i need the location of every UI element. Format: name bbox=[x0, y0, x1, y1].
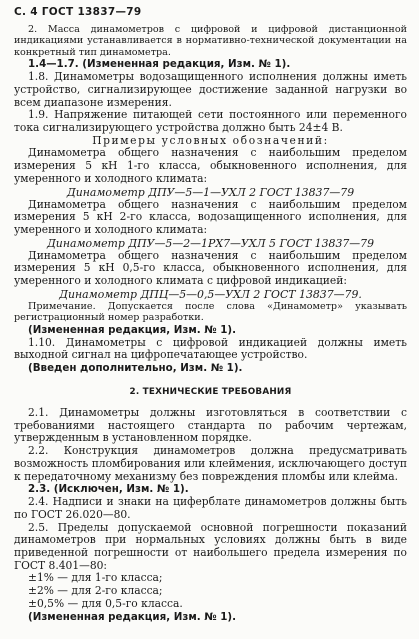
clause-2-3: 2.3. (Исключен, Изм. № 1). bbox=[28, 483, 189, 496]
page-header: С. 4 ГОСТ 13837—79 bbox=[14, 6, 142, 18]
list-item: ±2% — для 2-го класса; bbox=[28, 584, 163, 598]
examples-title: Примеры условных обозначений: bbox=[92, 133, 329, 147]
clause-1-8: 1.8. Динамометры водозащищенного исполнения должны иметь устройство, сигнализирующее достижение заданной нагрузки во всем диапазоне измерения. bbox=[14, 70, 407, 109]
amendment-note-2: (Измененная редакция, Изм. № 1). bbox=[28, 323, 237, 336]
example-3-text: Динамометра общего назначения с наибольшим пределом измерения 5 кН 0,5-го класса, обыкновенного исполнения, для умеренного и холодного климата с цифровой индикацией: bbox=[14, 248, 407, 288]
example-2-text: Динамометра общего назначения с наибольшим пределом измерения 5 кН 2-го класса, водозащищенного исполнения, для умеренного и холодного климата: bbox=[14, 197, 407, 236]
example-1-text: Динамометра общего назначения с наибольшим пределом измерения 5 кН 1-го класса, обыкновенного исполнения, для умеренного и холодного климата: bbox=[14, 146, 407, 185]
introduced-note: (Введен дополнительно, Изм. № 1). bbox=[28, 361, 243, 374]
page-content bbox=[14, 24, 407, 624]
clause-2-4: 2.4. Надписи и знаки на циферблате динамометров должны быть по ГОСТ 26.020—80. bbox=[14, 495, 407, 521]
list-item: ±1% — для 1-го класса; bbox=[28, 571, 163, 585]
example-1-code: Динамометр ДПУ—5—1—УХЛ 2 ГОСТ 13837—79 bbox=[66, 185, 355, 199]
clause-2-2: 2.2. Конструкция динамометров должна предусматривать возможность пломбирования или клеймения, исключающего доступ к передаточному механизму без повреждения пломбы или клейма. bbox=[14, 444, 407, 483]
example-3-code: Динамометр ДПЦ—5—0,5—УХЛ 2 ГОСТ 13837—79. bbox=[59, 287, 362, 301]
amendment-note: 1.4—1.7. (Измененная редакция, Изм. № 1). bbox=[28, 58, 291, 71]
note-2: 2. Масса динамометров с цифровой и цифровой дистанционной индикациями устанавливается в нормативно-технической документации на конкретный тип динамометра. bbox=[14, 24, 407, 58]
list-item: ±0,5% — для 0,5-го класса. bbox=[28, 596, 183, 610]
section-title: 2. ТЕХНИЧЕСКИЕ ТРЕБОВАНИЯ bbox=[129, 386, 292, 397]
clause-1-10: 1.10. Динамометры с цифровой индикацией должны иметь выходной сигнал на цифропечатающее устройство. bbox=[14, 335, 407, 362]
clause-2-5: 2.5. Пределы допускаемой основной погрешности показаний динамометров при нормальных условиях должны быть в виде приведенной погрешности от наибольшего предела измерения по ГОСТ 8.401—80: bbox=[14, 520, 407, 572]
clause-1-9: 1.9. Напряжение питающей сети постоянного или переменного тока сигнализирующего устройства должно быть 24±4 В. bbox=[14, 108, 407, 135]
primechanie: Примечание. Допускается после слова «Динамометр» указывать регистрационный номер разработки. bbox=[14, 300, 407, 324]
clause-2-1: 2.1. Динамометры должны изготовляться в соответствии с требованиями настоящего стандарта по рабочим чертежам, утвержденным в установленном порядке. bbox=[14, 405, 407, 445]
amendment-note-3: (Измененная редакция, Изм. № 1). bbox=[28, 610, 237, 623]
example-2-code: Динамометр ДПУ—5—2—1РХ7—УХЛ 5 ГОСТ 13837—79 bbox=[46, 236, 375, 250]
